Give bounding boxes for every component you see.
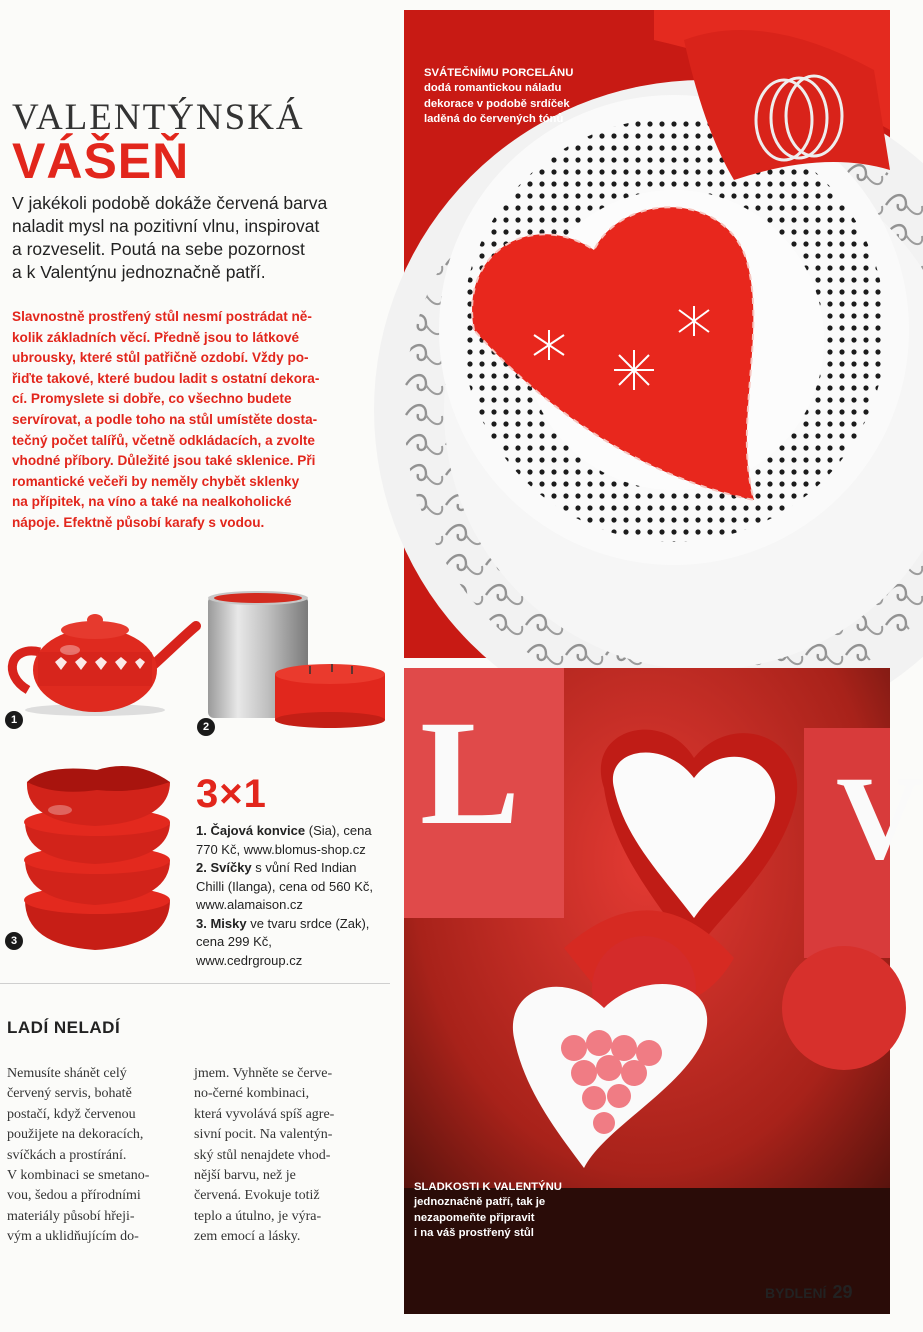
heart-bowls-image xyxy=(15,760,180,955)
section-divider xyxy=(0,983,390,984)
product-line: cena 299 Kč, xyxy=(196,934,272,949)
headline-line1: VALENTÝNSKÁ xyxy=(12,97,305,138)
badge-3: 3 xyxy=(5,932,23,950)
body-line: červená. Evokuje totiž xyxy=(194,1188,320,1204)
section-column-2 xyxy=(194,1064,374,1248)
caption-line: jednoznačně patří, tak je xyxy=(414,1196,546,1209)
caption-line: nezapomeňte připravit xyxy=(414,1211,535,1224)
product-line: Chilli (Ilanga), cena od 560 Kč, xyxy=(196,878,374,894)
intro-line: vhodné příbory. Důležité jsou také sklenice. Při xyxy=(12,453,316,469)
intro-line: na přípitek, na víno a také na nealkoholické xyxy=(12,494,292,510)
body-line: použijete na dekoracích, xyxy=(7,1127,144,1143)
letter-L: L xyxy=(420,690,521,856)
caption-candy xyxy=(414,1180,562,1241)
badge-2: 2 xyxy=(197,718,215,736)
caption-line: dekorace v podobě srdíček xyxy=(424,97,570,110)
body-line: teplo a útulno, je výra- xyxy=(194,1208,322,1224)
intro-line: nápoje. Efektně působí karafy s vodou. xyxy=(12,514,265,530)
body-line: Nemusíte shánět celý xyxy=(7,1066,127,1081)
body-line: červený servis, bohatě xyxy=(7,1086,132,1102)
caption-plate xyxy=(424,66,573,127)
body-line: ský stůl nenajdete vhod- xyxy=(194,1147,331,1163)
body-line: která vyvolává spíš agre- xyxy=(194,1106,335,1122)
badge-1: 1 xyxy=(5,711,23,729)
intro-line: Slavnostně prostřený stůl nesmí postrádat ně- xyxy=(12,309,312,324)
product-line: 3. Misky ve tvaru srdce (Zak), xyxy=(196,915,370,931)
page-footer xyxy=(765,1282,852,1303)
product-line: www.alamaison.cz xyxy=(196,897,303,912)
intro-line: cí. Promyslete si dobře, co všechno budete xyxy=(12,391,292,407)
product-line: www.cedrgroup.cz xyxy=(196,952,303,968)
body-line: jmem. Vyhněte se červe- xyxy=(194,1066,333,1081)
body-line: svíčkách a prostírání. xyxy=(7,1147,127,1163)
intro-line: řiďte takové, které budou ladit s ostatní dekora- xyxy=(12,370,320,386)
body-line: zem emocí a lásky. xyxy=(194,1229,301,1245)
candy-photo xyxy=(404,668,923,1314)
products-headline: 3×1 xyxy=(196,772,267,816)
lead-paragraph xyxy=(12,192,372,284)
product-line: 770 Kč, www.blomus-shop.cz xyxy=(196,841,366,857)
product-line: 2. Svíčky s vůní Red Indian xyxy=(196,860,357,875)
plate-photo xyxy=(404,10,890,658)
body-line: materiály působí hřeji- xyxy=(7,1208,135,1224)
intro-line: servírovat, a podle toho na stůl umístěte dosta- xyxy=(12,411,318,427)
lead-line: naladit mysl na pozitivní vlnu, inspirovat xyxy=(12,216,320,236)
product-list xyxy=(196,822,396,970)
body-line: V kombinaci se smetano- xyxy=(7,1168,150,1184)
caption-line: SVÁTEČNÍMU PORCELÁNU xyxy=(424,67,574,79)
page-number: 29 xyxy=(832,1282,853,1302)
body-line: nější barvu, než je xyxy=(194,1168,296,1184)
lead-line: V jakékoli podobě dokáže červená barva xyxy=(12,193,328,213)
product-line: 1. Čajová konvice (Sia), cena xyxy=(196,823,372,838)
section-column-1 xyxy=(7,1064,187,1248)
intro-line: ubrousky, které stůl patřičně ozdobí. Vždy po- xyxy=(12,350,309,366)
intro-paragraph xyxy=(12,307,367,534)
lead-line: a rozveselit. Poutá na sebe pozornost xyxy=(12,239,305,259)
intro-line: tečný počet talířů, včetně odkládacích, a zvolte xyxy=(12,432,315,448)
body-line: postačí, když červenou xyxy=(7,1106,136,1122)
letter-V: V xyxy=(836,751,923,884)
body-line: no-černé kombinaci, xyxy=(194,1086,310,1102)
caption-line: dodá romantickou náladu xyxy=(424,82,562,95)
teapot-image xyxy=(0,590,200,720)
body-line: vým a uklidňujícím do- xyxy=(7,1229,139,1245)
caption-line: SLADKOSTI K VALENTÝNU xyxy=(414,1181,562,1193)
footer-section: BYDLENÍ xyxy=(765,1285,827,1301)
body-line: vou, šedou a přírodními xyxy=(7,1188,141,1204)
section-title: LADÍ NELADÍ xyxy=(7,1018,121,1037)
intro-line: romantické večeři by neměly chybět sklenky xyxy=(12,473,300,489)
intro-line: kolik základních věcí. Předně jsou to látkové xyxy=(12,329,300,345)
body-line: sivní pocit. Na valentýn- xyxy=(194,1127,333,1143)
caption-line: laděná do červených tónů xyxy=(424,112,564,125)
candle-image xyxy=(200,588,390,728)
lead-line: a k Valentýnu jednoznačně patří. xyxy=(12,262,266,282)
caption-line: i na váš prostřený stůl xyxy=(414,1226,534,1239)
headline-line2: VÁŠEŇ xyxy=(12,133,190,189)
